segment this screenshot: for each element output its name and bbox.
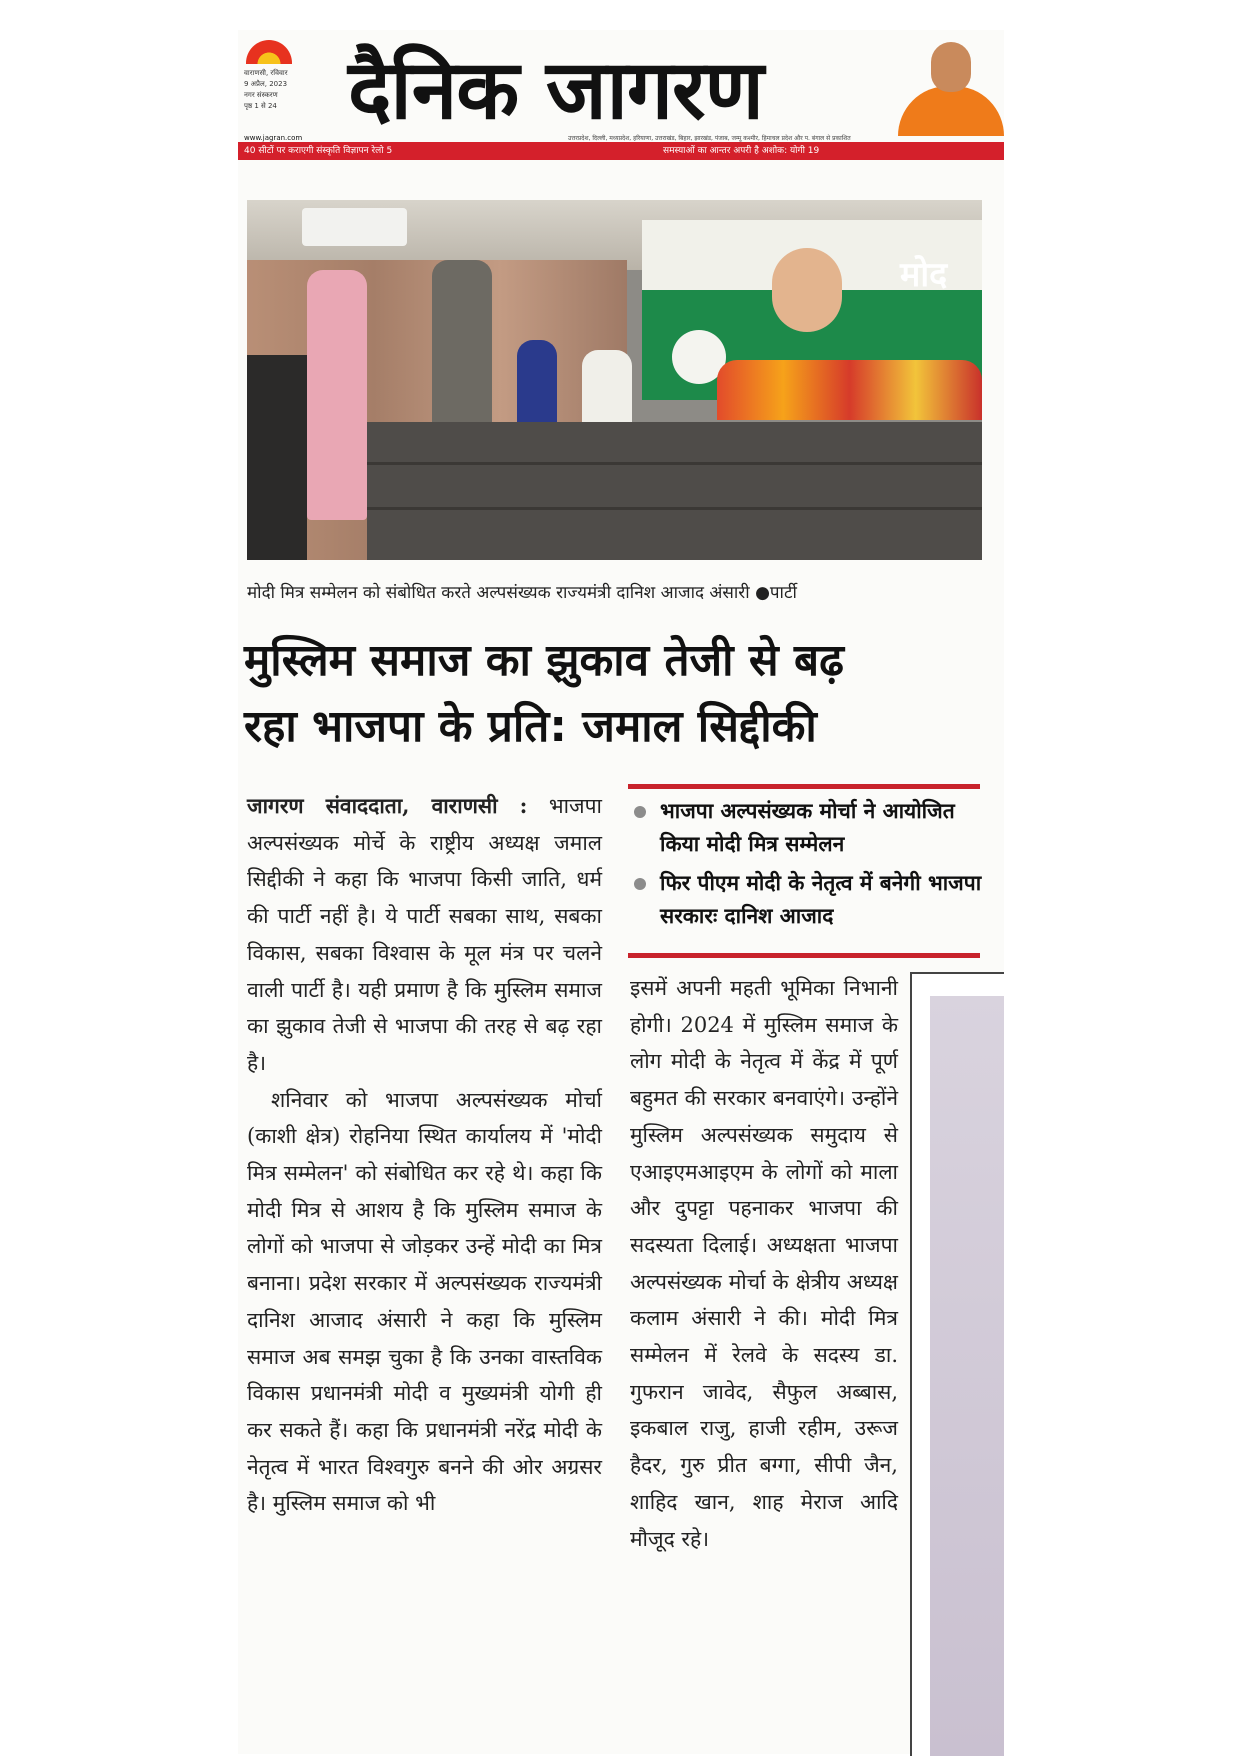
band-left-text: 40 सीटों पर कराएगी संस्कृति विज्ञापन रेलो 5 bbox=[244, 146, 393, 156]
air-conditioner-shape bbox=[302, 208, 407, 246]
paragraph-1: जागरण संवाददाता, वाराणसी : भाजपा अल्पसंख्यक मोर्चे के राष्ट्रीय अध्यक्ष जमाल सिद्दीकी ने कहा कि भाजपा किसी जाति, धर्म की पार्टी नहीं है। ये पार्टी सबका साथ, सबका विकास, सबका विश्वास के मूल मंत्र पर चलने वाली पार्टी है। यही प्रमाण है कि मुस्लिम समाज का झुकाव तेजी से भाजपा की तरह से बढ़ रहा है। bbox=[247, 793, 602, 1075]
photo-caption: मोदी मित्र सम्मेलन को संबोधित करते अल्पसंख्यक राज्यमंत्री दानिश आजाद अंसारी ●पार्टी bbox=[247, 583, 797, 603]
article-column-2 bbox=[630, 970, 898, 1557]
masthead bbox=[238, 30, 1004, 162]
band-right-text: समस्याओं का आन्तर अपरी है अशोक: योगी 19 bbox=[663, 146, 820, 156]
newspaper-title: दैनिक जागरण bbox=[348, 43, 763, 138]
paragraph-3: इसमें अपनी महती भूमिका निभानी होगी। 2024 में मुस्लिम समाज के लोग मोदी के नेतृत्व में केंद्र में पूर्ण बहुमत की सरकार बनवाएंगे। उन्होंने मुस्लिम अल्पसंख्यक समुदाय से एआइएमआइएम के लोगों को माला और दुपट्टा पहनाकर भाजपा की सदस्यता दिलाई। अध्यक्षता भाजपा अल्पसंख्यक मोर्चा के क्षेत्रीय अध्यक्ष कलाम अंसारी ने की। मोदी मित्र सम्मेलन में रेलवे के सदस्य डा. गुफरान जावेद, सैफुल अब्बास, इकबाल राजु, हाजी रहीम, उरूज हैदर, गुरु प्रीत बग्गा, सीपी जैन, शाहिद खान, शाह मेराज आदि मौजूद रहे। bbox=[630, 976, 898, 1551]
highlight-item: भाजपा अल्पसंख्यक मोर्चा ने आयोजित किया मोदी मित्र सम्मेलन bbox=[630, 795, 990, 861]
podium-shape bbox=[247, 355, 307, 560]
headline bbox=[244, 628, 989, 760]
highlight-item: फिर पीएम मोदी के नेतृत्व में बनेगी भाजपा सरकारः दानिश आजाद bbox=[630, 867, 990, 933]
headline-rule bbox=[628, 784, 980, 789]
masthead-red-band bbox=[238, 142, 1004, 160]
sun-logo-icon bbox=[246, 40, 292, 64]
paragraph-2: शनिवार को भाजपा अल्पसंख्यक मोर्चा (काशी क्षेत्र) रोहनिया स्थित कार्यालय में 'मोदी मित्र सम्मेलन' को संबोधित कर रहे थे। कहा कि मोदी मित्र से आशय है कि मुस्लिम समाज के लोगों को भाजपा से जोड़कर उन्हें मोदी का मित्र बनाना। प्रदेश सरकार में अल्पसंख्यक राज्यमंत्री दानिश आजाद अंसारी ने कहा कि मुस्लिम समाज अब समझ चुका है कि उनका वास्तविक विकास प्रधानमंत्री मोदी व मुख्यमंत्री योगी ही कर सकते हैं। कहा कि प्रधानमंत्री नरेंद्र मोदी के नेतृत्व में भारत विश्वगुरु बनने की ओर अग्रसर है। मुस्लिम समाज को भी bbox=[247, 1087, 602, 1516]
bullet-icon bbox=[634, 806, 646, 818]
byline: जागरण संवाददाता, वाराणसी : bbox=[247, 793, 528, 818]
adjacent-article-box bbox=[910, 972, 1004, 1756]
sub-editions: उत्तरप्रदेश, दिल्ली, मध्यप्रदेश, हरियाणा, उत्तराखंड, बिहार, झारखंड, पंजाब, जम्मू कश्मीर, हिमाचल प्रदेश और प. बंगाल से प्रकाशित bbox=[568, 135, 851, 142]
article-column-1 bbox=[247, 788, 602, 1522]
portrait-image bbox=[898, 36, 1004, 136]
banner-text: मोद bbox=[900, 255, 948, 295]
highlights-rule bbox=[628, 953, 980, 958]
news-photo bbox=[247, 200, 982, 560]
headline-line-2: रहा भाजपा के प्रति: जमाल सिद्दीकी bbox=[244, 701, 817, 752]
headline-line-1: मुस्लिम समाज का झुकाव तेजी से बढ़ bbox=[244, 635, 844, 686]
edition-info: वाराणसी, रविवार 9 अप्रैल, 2023 नगर संस्करण पृष्ठ 1 से 24 bbox=[244, 69, 288, 110]
website-text: www.jagran.com bbox=[244, 134, 303, 142]
stage-table bbox=[367, 422, 982, 560]
bullet-icon bbox=[634, 878, 646, 890]
highlights-box bbox=[630, 795, 990, 939]
